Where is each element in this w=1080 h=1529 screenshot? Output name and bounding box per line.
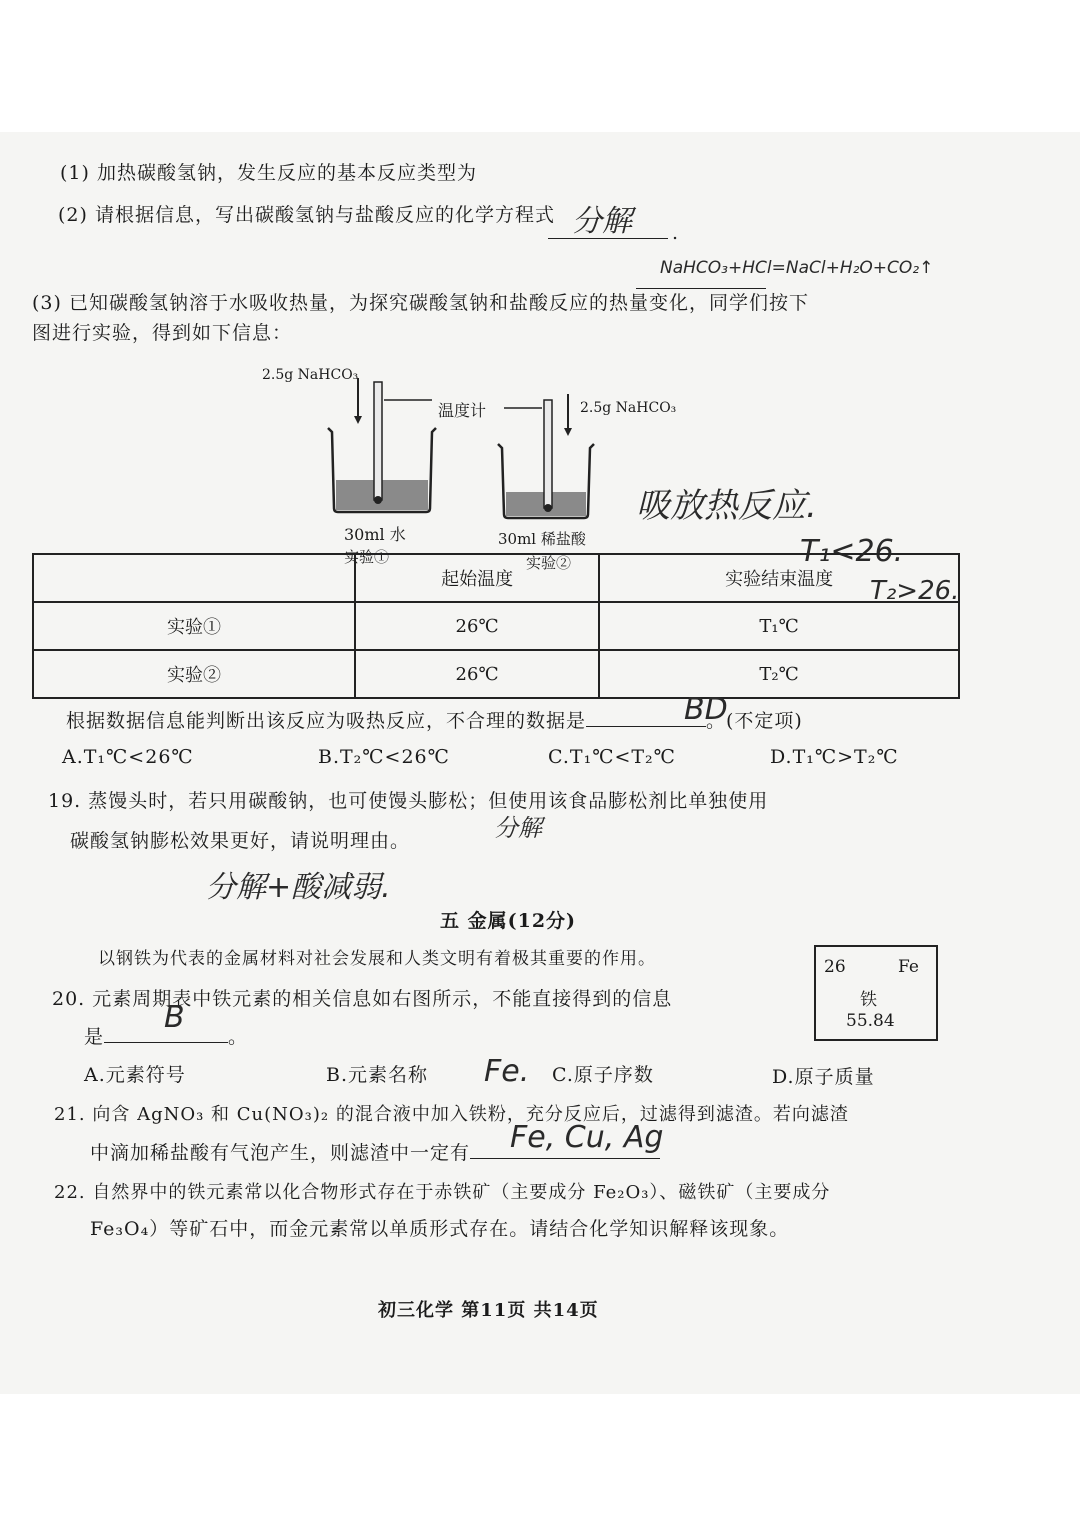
page-footer: 初三化学 第11页 共14页 bbox=[378, 1300, 599, 1321]
table-cell: 26℃ bbox=[355, 650, 599, 698]
right-liquid-label: 30ml 稀盐酸 bbox=[498, 530, 586, 548]
section-title: 五 金属(12分) bbox=[440, 910, 577, 932]
element-symbol: Fe bbox=[898, 957, 919, 977]
handwritten-answer-q20: B bbox=[164, 1000, 185, 1035]
q18-option-d[interactable]: D.T₁℃>T₂℃ bbox=[770, 746, 899, 768]
right-reagent-label: 2.5g NaHCO₃ bbox=[580, 400, 677, 416]
q18-option-c[interactable]: C.T₁℃<T₂℃ bbox=[548, 746, 676, 768]
q20-line1: 20. 元素周期表中铁元素的相关信息如右图所示，不能直接得到的信息 bbox=[52, 988, 673, 1010]
table-header-row bbox=[33, 554, 959, 602]
handwritten-answer-q19: 分解+酸减弱. bbox=[206, 870, 391, 905]
handwritten-answer-q21: Fe, Cu, Ag bbox=[510, 1120, 664, 1155]
question-part-1: (1) 加热碳酸氢钠，发生反应的基本反应类型为 bbox=[60, 162, 477, 184]
answer-blank-4[interactable] bbox=[104, 1042, 228, 1043]
q20-option-a[interactable]: A.元素符号 bbox=[84, 1064, 186, 1086]
table-header-cell: 起始温度 bbox=[355, 554, 599, 602]
experiment-diagram bbox=[250, 360, 710, 570]
atomic-mass: 55.84 bbox=[846, 1011, 895, 1031]
answer-blank-5[interactable] bbox=[470, 1158, 660, 1159]
q19-line1: 19. 蒸馒头时，若只用碳酸钠，也可使馒头膨松；但使用该食品膨松剂比单独使用 bbox=[48, 790, 769, 812]
q22-line2: Fe₃O₄）等矿石中，而金元素常以单质形式存在。请结合化学知识解释该现象。 bbox=[90, 1218, 790, 1240]
equation-question bbox=[58, 244, 88, 266]
q20-option-d[interactable]: D.原子质量 bbox=[772, 1066, 875, 1088]
section-intro: 以钢铁为代表的金属材料对社会发展和人类文明有着极其重要的作用。 bbox=[98, 949, 656, 969]
handwritten-arrow-note: 分解 bbox=[494, 814, 542, 842]
table-cell: T₁℃ bbox=[599, 602, 959, 650]
q20-line2: 是 。 bbox=[84, 1026, 249, 1048]
handwritten-answer-q18: BD bbox=[684, 692, 728, 727]
left-reagent-label: 2.5g NaHCO₃ bbox=[262, 367, 359, 383]
table-row bbox=[33, 602, 959, 650]
element-card bbox=[814, 945, 938, 1041]
question-part-1-main bbox=[58, 200, 555, 227]
q20-option-c[interactable]: C.原子序数 bbox=[552, 1064, 654, 1086]
left-beaker bbox=[328, 378, 436, 512]
thermometer-label: 温度计 bbox=[438, 401, 487, 420]
question-part-3-line2 bbox=[32, 288, 809, 315]
q21-line2: 中滴加稀盐酸有气泡产生，则滤渣中一定有 bbox=[90, 1138, 660, 1165]
part1-stem: (2) 请根据信息，写出碳酸氢钠与盐酸反应的化学方程式 bbox=[58, 204, 555, 226]
element-name: 铁 bbox=[860, 990, 877, 1010]
part3-text: (3) 已知碳酸氢钠溶于水吸收热量，为探究碳酸氢钠和盐酸反应的热量变化，同学们按下 bbox=[32, 292, 809, 314]
period-1: . bbox=[672, 222, 680, 244]
table-header-cell bbox=[33, 554, 355, 602]
left-liquid-label: 30ml 水 bbox=[344, 525, 406, 544]
table-cell: 实验② bbox=[33, 650, 355, 698]
table-cell: T₂℃ bbox=[599, 650, 959, 698]
q20-option-b[interactable]: B.元素名称 bbox=[326, 1064, 429, 1086]
left-experiment-label: 实验① bbox=[344, 548, 390, 566]
q22-line1: 22. 自然界中的铁元素常以化合物形式存在于赤铁矿（主要成分 Fe₂O₃）、磁铁矿（主要成分 bbox=[54, 1182, 831, 1203]
q21-line1: 21. 向含 AgNO₃ 和 Cu(NO₃)₂ 的混合液中加入铁粉，充分反应后，过滤得到滤渣。若向滤渣 bbox=[54, 1104, 849, 1125]
table-header-cell: 实验结束温度 bbox=[599, 554, 959, 602]
q18-stem: 根据数据信息能判断出该反应为吸热反应，不合理的数据是 。(不定项) bbox=[66, 710, 803, 732]
question-part-3-line3 bbox=[32, 318, 292, 345]
table-cell: 实验① bbox=[33, 602, 355, 650]
right-experiment-label: 实验② bbox=[526, 554, 572, 572]
q18-option-a[interactable]: A.T₁℃<26℃ bbox=[62, 746, 194, 768]
temperature-table bbox=[32, 553, 960, 699]
handwritten-note-1: 吸放热反应. bbox=[636, 486, 817, 526]
q18-option-b[interactable]: B.T₂℃<26℃ bbox=[318, 746, 450, 768]
table-row bbox=[33, 650, 959, 698]
handwritten-note-3: T₂>26. bbox=[870, 576, 960, 606]
handwritten-answer-1: 分解 bbox=[572, 204, 632, 239]
q19-line2: 碳酸氢钠膨松效果更好，请说明理由。 bbox=[70, 830, 411, 852]
handwritten-note-2: T₁<26. bbox=[800, 534, 904, 569]
atomic-number: 26 bbox=[824, 957, 846, 977]
part3-text-2: 图进行实验，得到如下信息： bbox=[32, 322, 293, 344]
table-cell: 26℃ bbox=[355, 602, 599, 650]
handwritten-note-q20: Fe. bbox=[484, 1054, 530, 1089]
handwritten-equation: NaHCO₃+HCl=NaCl+H₂O+CO₂↑ bbox=[660, 258, 934, 278]
